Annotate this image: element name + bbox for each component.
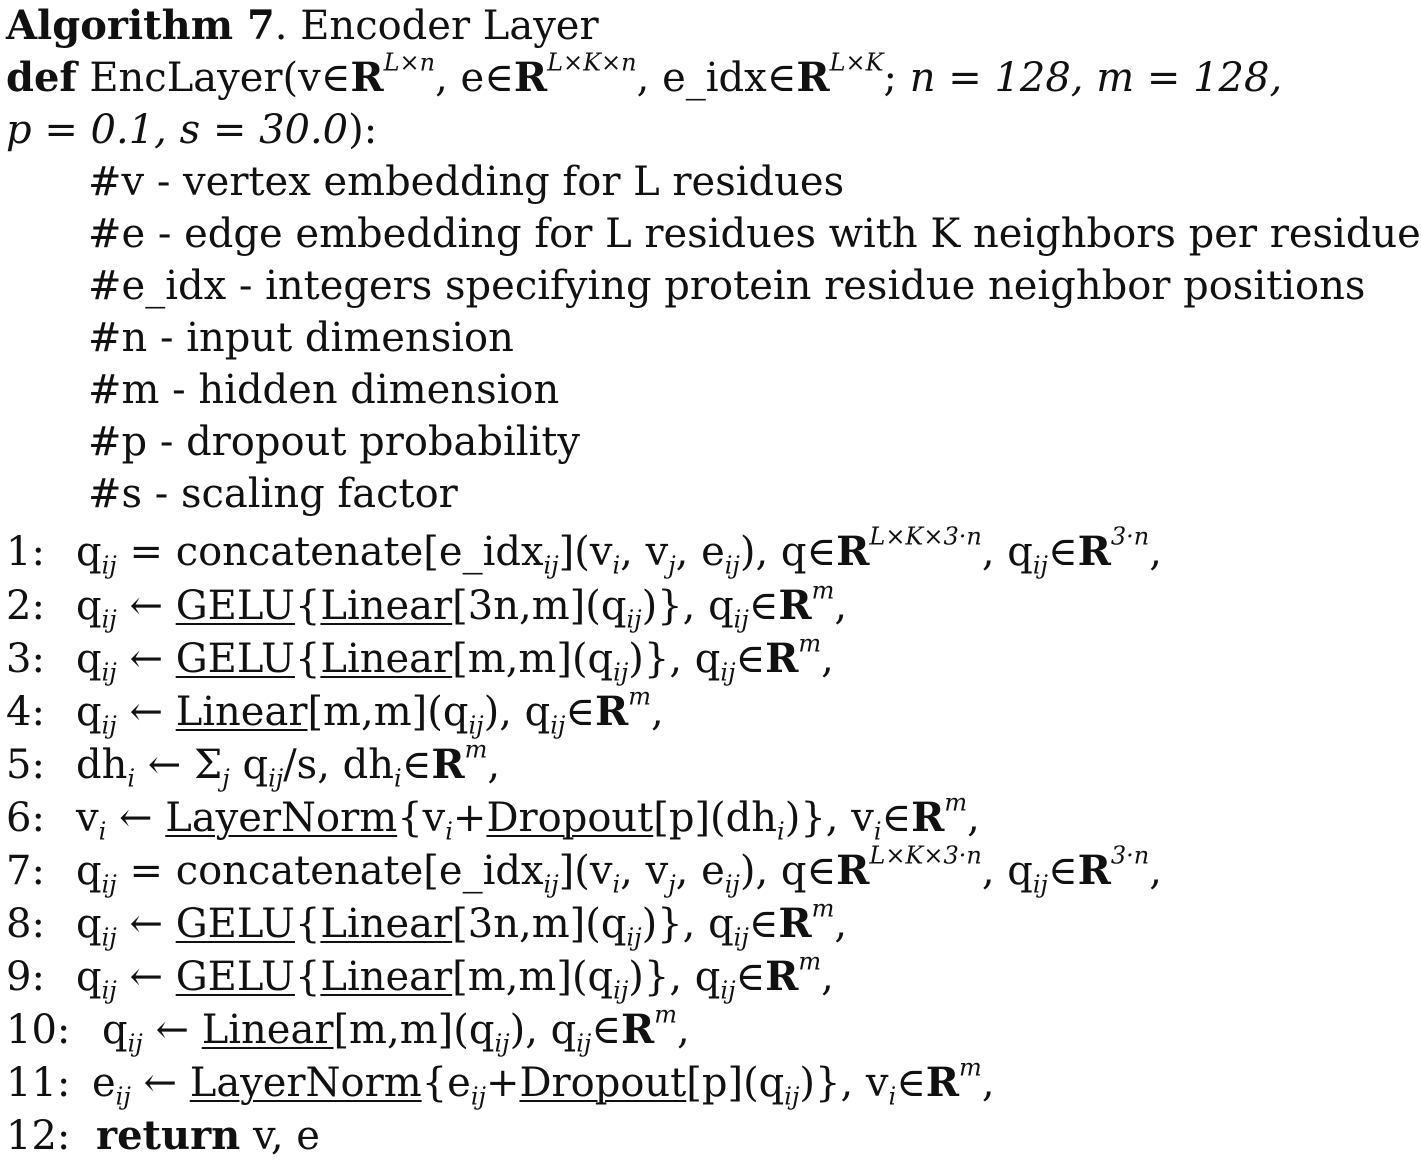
algorithm-label: Algorithm 7	[6, 2, 275, 49]
dims: m	[464, 735, 488, 764]
comment-line: #e_idx - integers specifying protein residue neighbor positions	[88, 263, 1366, 309]
linear-op: Linear	[175, 689, 308, 735]
param-e-idx-dims: L×K	[829, 48, 884, 77]
layernorm-op: LayerNorm	[165, 795, 398, 841]
real-symbol: R	[836, 847, 870, 894]
dims: m	[959, 1053, 982, 1082]
step-number: 11:	[6, 1060, 71, 1106]
comment-line: #m - hidden dimension	[88, 367, 560, 413]
in-symbol: ∈	[896, 1060, 926, 1106]
real-symbol: R	[350, 54, 384, 101]
real-symbol: R	[836, 528, 870, 575]
real-symbol: R	[431, 741, 465, 788]
comment-line: #p - dropout probability	[88, 419, 581, 465]
in-symbol: ∈	[748, 901, 779, 947]
dims: m	[628, 682, 651, 711]
dims: m	[654, 1000, 677, 1029]
step-2: 2: $q_{ij}$ ← $GELU\{Linear[3n,m](q_{ij})\}$, $q_{ij}\in R^m$,	[6, 576, 848, 634]
step-8: 8: $q_{ij}$ ← $GELU\{Linear[3n,m](q_{ij})\}$, $q_{ij}\in R^m$,	[6, 894, 848, 952]
gelu-op: GELU	[175, 636, 295, 682]
in-symbol: ∈	[766, 55, 797, 101]
step-5: 5: $dh_i$ ← $\Sigma_j$ $q_{ij}/s$, $dh_i\in R^m$,	[6, 735, 501, 793]
linear-dims: [m,m]	[307, 689, 428, 735]
dims: m	[944, 788, 968, 817]
in-symbol: ∈	[806, 529, 837, 575]
step-9: 9: $q_{ij}$ ← $GELU\{Linear[m,m](q_{ij})\}$, $q_{ij}\in R^m$,	[6, 947, 834, 1005]
real-symbol: R	[594, 688, 629, 735]
step-10: 10: $q_{ij}$ ← $Linear[m,m](q_{ij})$, $q_{ij}\in R^m$,	[6, 1000, 690, 1058]
function-signature: def $EncLayer(v\in R^{L\times n}$, $e\in R^{L\times K\times n}$, $e\_idx\in R^{L\times K}$; n = 128, m = 128,	[6, 48, 1283, 101]
in-symbol: ∈	[748, 583, 779, 629]
layernorm-op: LayerNorm	[189, 1060, 422, 1106]
step-number: 9:	[6, 954, 45, 1000]
algorithm-title	[6, 0, 599, 52]
dims: m	[811, 894, 835, 923]
param-e: e	[460, 55, 485, 101]
concatenate-op: concatenate[e_idx	[175, 848, 544, 894]
step-number: 5:	[6, 742, 45, 788]
step-number: 4:	[6, 689, 45, 735]
dims: m	[798, 629, 822, 658]
step-3: 3: $q_{ij}$ ← $GELU\{Linear[m,m](q_{ij})\}$, $q_{ij}\in R^m$,	[6, 629, 834, 687]
real-symbol: R	[765, 635, 799, 682]
step-6: 6: $v_i$ ← $LayerNorm\{v_i+Dropout[p](dh_i)\}$, $v_i\in R^m$,	[6, 788, 980, 846]
real-symbol: R	[513, 54, 548, 101]
real-symbol: R	[1077, 847, 1111, 894]
linear-op: Linear	[320, 901, 453, 947]
in-symbol: ∈	[881, 795, 912, 841]
step-number: 2:	[6, 583, 45, 629]
def-keyword: def	[6, 54, 77, 101]
step-number: 8:	[6, 901, 45, 947]
linear-dims: [m,m]	[333, 1007, 454, 1053]
in-symbol: ∈	[565, 689, 595, 735]
param-e-idx: e_idx	[662, 55, 767, 101]
linear-op: Linear	[320, 583, 453, 629]
gelu-op: GELU	[175, 954, 295, 1000]
step-number: 1:	[6, 529, 45, 575]
return-keyword: return	[96, 1112, 241, 1159]
param-e-dims: L×K×n	[547, 48, 637, 77]
in-symbol: ∈	[401, 742, 432, 788]
in-symbol: ∈	[735, 636, 766, 682]
linear-op: Linear	[201, 1007, 334, 1053]
dims: L×K×3·n	[869, 522, 982, 551]
in-symbol: ∈	[1048, 848, 1078, 894]
step-number: 12:	[6, 1113, 71, 1159]
real-symbol: R	[778, 582, 812, 629]
comment-line: #v - vertex embedding for L residues	[88, 159, 845, 205]
dims: m	[811, 576, 835, 605]
dims: 3·n	[1110, 522, 1150, 551]
step-number: 3:	[6, 636, 45, 682]
real-symbol: R	[765, 953, 799, 1000]
in-symbol: ∈	[484, 55, 514, 101]
linear-dims: [3n,m]	[452, 583, 586, 629]
real-symbol: R	[620, 1006, 655, 1053]
in-symbol: ∈	[806, 848, 837, 894]
step-number: 7:	[6, 848, 45, 894]
step-1: 1: $q_{ij}$ = $concatenate[e\_idx_{ij}](v_i$, $v_j$, $e_{ij}$), $q\in R^{L\times K\times 3\cdot n}$, $q_{ij}\in R^{3\cdot n}$,	[6, 522, 1162, 580]
step-number: 10:	[6, 1007, 71, 1053]
step-7: 7: $q_{ij}$ = $concatenate[e\_idx_{ij}](v_i$, $v_j$, $e_{ij}$), $q\in R^{L\times K\times 3\cdot n}$, $q_{ij}\in R^{3\cdot n}$,	[6, 841, 1162, 899]
linear-op: Linear	[320, 954, 453, 1000]
linear-op: Linear	[320, 636, 453, 682]
in-symbol: ∈	[591, 1007, 621, 1053]
comment-line: #e - edge embedding for L residues with K neighbors per residue	[88, 211, 1421, 257]
real-symbol: R	[796, 54, 830, 101]
step-11: 11: $e_{ij}$ ← $LayerNorm\{e_{ij}+Dropout[p](q_{ij})\}$, $v_i\in R^m$,	[6, 1053, 995, 1111]
function-signature-cont: p = 0.1, s = 30.0):	[6, 107, 378, 153]
function-name: EncLayer	[89, 55, 283, 101]
real-symbol: R	[1077, 528, 1111, 575]
linear-dims: [m,m]	[452, 954, 572, 1000]
dims: m	[798, 947, 822, 976]
dropout-op: Dropout	[486, 795, 654, 841]
gelu-op: GELU	[175, 901, 295, 947]
return-values: v, e	[252, 1113, 320, 1159]
comment-line: #n - input dimension	[88, 315, 514, 361]
real-symbol: R	[778, 900, 812, 947]
dims: L×K×3·n	[869, 841, 982, 870]
in-symbol: ∈	[735, 954, 766, 1000]
step-4: 4: $q_{ij}$ ← $Linear[m,m](q_{ij})$, $q_{ij}\in R^m$,	[6, 682, 664, 740]
real-symbol: R	[925, 1059, 960, 1106]
linear-dims: [3n,m]	[452, 901, 586, 947]
comment-line: #s - scaling factor	[88, 471, 458, 517]
param-v: v	[298, 55, 321, 101]
step-12	[6, 1110, 320, 1162]
dims: 3·n	[1110, 841, 1150, 870]
concatenate-op: concatenate[e_idx	[175, 529, 544, 575]
hyperparams-1: n = 128, m = 128,	[909, 55, 1283, 101]
in-symbol: ∈	[1048, 529, 1078, 575]
hyperparams-2: p = 0.1, s = 30.0	[6, 107, 349, 153]
algorithm-name: . Encoder Layer	[274, 3, 599, 49]
linear-dims: [m,m]	[452, 636, 572, 682]
real-symbol: R	[911, 794, 945, 841]
step-number: 6:	[6, 795, 45, 841]
param-v-dims: L×n	[383, 48, 436, 77]
dropout-op: Dropout	[519, 1060, 687, 1106]
in-symbol: ∈	[320, 55, 351, 101]
gelu-op: GELU	[175, 583, 295, 629]
